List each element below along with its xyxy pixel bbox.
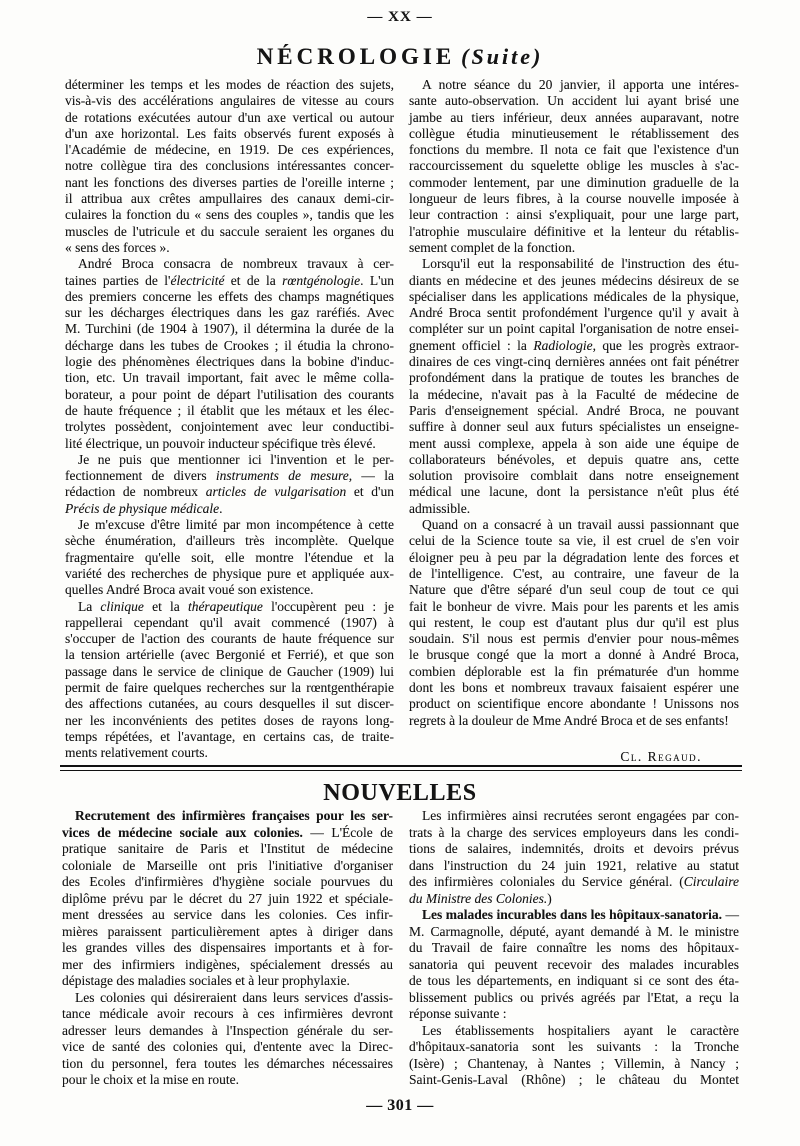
line-text: (Isère) ; Chantenay, à Nantes ; Villemin, à Nancy ; xyxy=(409,1055,739,1071)
text-run: gnement officiel : la xyxy=(409,337,534,353)
text-line xyxy=(409,874,739,891)
line-text: collègue étudia minutieusement le rétablissement des xyxy=(409,125,739,141)
text-line xyxy=(65,93,394,109)
line-text: lité électrique, un pouvoir inducteur spécifique très élevé. xyxy=(65,435,376,451)
line-text: dinaires de ces vingt-cinq dernières années ont fait pénétrer xyxy=(409,354,739,370)
line-text: trolytes possèdent, conjointement avec leur conductibi- xyxy=(65,419,394,435)
text-line xyxy=(409,1039,739,1056)
text-line xyxy=(65,240,394,256)
text-line xyxy=(62,1006,393,1023)
line-text: temps répétées, et l'avantage, en certains cas, de traite- xyxy=(65,728,394,744)
text-line xyxy=(65,403,394,419)
text-run: et d'un xyxy=(346,484,394,500)
text-line xyxy=(65,224,394,240)
text-line xyxy=(65,696,394,712)
line-text: leur contraction : ainsi s'expliquait, pour une large part, xyxy=(409,207,739,223)
text-line xyxy=(409,550,739,566)
text-line xyxy=(65,680,394,696)
line-text: mières paraissent particulièrement aptes à diriger dans xyxy=(62,923,393,939)
text-run: . L'un xyxy=(360,272,395,288)
text-line xyxy=(65,321,394,337)
text-line xyxy=(409,891,739,908)
text-line xyxy=(65,158,394,174)
line-text: permit de faire quelques recherches sur la rœntgenthérapie xyxy=(65,679,394,695)
italic-text: articles de vulgarisation xyxy=(205,484,347,500)
text-line xyxy=(409,403,739,419)
line-text: ment aussi complexe, appela à son aide une équipe de xyxy=(409,435,739,451)
text-line xyxy=(65,175,394,191)
section-title-nouvelles: NOUVELLES xyxy=(323,780,477,806)
line-text: coloniale de Marseille ont pris l'initiative d'organiser xyxy=(62,857,393,873)
text-line xyxy=(409,1006,739,1023)
line-text: dont les bons et nombreux travaux faisaient espérer une xyxy=(409,679,739,695)
text-line xyxy=(409,484,739,500)
text-line xyxy=(65,110,394,126)
italic-text: électricité xyxy=(170,272,225,288)
line-text: commoder lentement, par une diminution graduelle de la xyxy=(409,174,739,190)
text-run: — xyxy=(721,907,739,922)
line-text: Lorsqu'il eut la responsabilité de l'instruction des étu- xyxy=(422,256,739,272)
line-text: profondément dans la pratique de toutes les branches de xyxy=(409,370,739,386)
line-text: ment dressées au service dans les colonies. Ces infir- xyxy=(62,907,393,922)
line-text xyxy=(409,874,739,889)
line-text: l'Académie de médecine, en 1919. De ces expériences, xyxy=(65,142,394,158)
line-text xyxy=(409,891,552,906)
text-line xyxy=(409,305,739,321)
text-line xyxy=(65,566,394,582)
line-text: le brusque congé que la mort a donné à André Broca, xyxy=(409,647,739,663)
line-text: Les infirmières ainsi recrutées seront engagées par con- xyxy=(422,808,739,823)
line-text: mer des infirmiers indigènes, spécialement dressés au xyxy=(62,956,393,972)
text-run: — L'École de xyxy=(302,824,393,840)
text-run: des infirmières coloniales du Service général. ( xyxy=(409,874,684,889)
paragraph-first-line xyxy=(409,808,739,825)
line-text: vice de santé des colonies qui, d'entente avec la Direc- xyxy=(62,1039,393,1054)
text-line xyxy=(65,419,394,435)
line-text: diplôme prévu par le décret du 27 juin 1922 et spéciale- xyxy=(62,890,393,906)
text-line xyxy=(62,874,393,891)
text-line xyxy=(62,1072,393,1089)
text-line xyxy=(409,110,739,126)
text-run: l'occupèrent peu : je xyxy=(262,598,394,614)
line-text: M. Turchini (de 1904 à 1907), il détermina la durée de la xyxy=(65,321,394,337)
line-text: tion, etc. Un travail important, fait avec le même colla- xyxy=(65,370,394,386)
bold-run-in-heading: Les malades incurables dans les hôpitaux-sanatoria. xyxy=(422,907,722,922)
line-text: de rotations exécutées autour d'un axe vertical ou autour xyxy=(65,109,394,125)
text-line xyxy=(409,224,739,240)
line-text: solution provisoire comblait dans notre enseignement xyxy=(409,468,739,484)
paragraph-first-line xyxy=(62,808,393,825)
line-text: des Ecoles d'infirmières d'hygiène sociale pourvues du xyxy=(62,874,393,889)
paragraph-first-line xyxy=(65,517,394,533)
text-line xyxy=(409,273,739,289)
line-text: variété des recherches de physique pure et appliquée aux- xyxy=(65,565,394,581)
line-text: collaborateurs bénévoles, et depuis quatre ans, cette xyxy=(409,451,739,467)
text-run: . xyxy=(219,500,223,516)
line-text: sur les décharges électriques dans les gaz raréfiés. Avec xyxy=(65,305,394,321)
paragraph-first-line xyxy=(409,1023,739,1040)
line-text: du Travail de faire connaître les noms des hôpitaux- xyxy=(409,940,739,955)
text-line xyxy=(65,289,394,305)
line-text: pour le choix et la mise en route. xyxy=(62,1072,239,1087)
section-divider-rule xyxy=(60,765,742,767)
line-text: suffire à donner seul aux futurs spécialistes un enseigne- xyxy=(409,419,739,435)
line-text: qui restent, le coup est d'autant plus dur qu'il est plus xyxy=(409,614,739,630)
text-line xyxy=(62,1056,393,1073)
line-text: André Broca sentit profondément l'urgence qu'il y avait à xyxy=(409,305,739,321)
text-line xyxy=(409,664,739,680)
section-title: NÉCROLOGIE xyxy=(256,44,456,69)
italic-text: instruments de mesure xyxy=(215,468,349,484)
text-line xyxy=(409,599,739,615)
line-text: celui de la Science toute sa vie, il est cruel de s'en voir xyxy=(409,533,739,549)
line-text: tions de salaires, indemnités, droits et devoirs prévus xyxy=(409,841,739,856)
line-text: Je m'excuse d'être limité par mon incompétence à cette xyxy=(78,517,394,533)
text-line xyxy=(65,126,394,142)
line-text: Je ne puis que mentionner ici l'invention et le per- xyxy=(78,451,394,467)
italic-text: rœntgénologie xyxy=(282,272,361,288)
text-line xyxy=(409,1072,739,1089)
line-text: culaires la fonction du « sens des couples », tandis que les xyxy=(65,207,394,223)
line-text: des premiers concerne les effets des champs magnétiques xyxy=(65,288,394,304)
line-text xyxy=(75,808,393,823)
line-text: les grandes villes des dispensaires importants et à for- xyxy=(62,940,393,955)
line-text: trats à la charge des services employeurs dans les condi- xyxy=(409,824,739,840)
page-number: — 301 — xyxy=(366,1097,434,1114)
paragraph-first-line xyxy=(65,452,394,468)
text-line xyxy=(409,858,739,875)
line-text: dans l'instruction du 24 juin 1921, relative au statut xyxy=(409,857,740,873)
line-text: fonctions du membre. Il nota ce fait que l'existence d'un xyxy=(409,142,739,158)
text-line xyxy=(409,175,739,191)
text-run: taines parties de l' xyxy=(65,272,171,288)
line-text xyxy=(65,484,394,499)
text-line xyxy=(409,1056,739,1073)
text-line xyxy=(65,501,394,517)
text-run: fectionnement de divers xyxy=(65,468,216,484)
line-text: fait le bonheur de vivre. Mais pour les parents et les amis xyxy=(409,598,739,614)
italic-text: du Ministre des Colonies. xyxy=(409,890,548,906)
text-line xyxy=(65,207,394,223)
text-line xyxy=(409,841,739,858)
text-line xyxy=(409,452,739,468)
paragraph-first-line xyxy=(409,256,739,272)
line-text: réponse suivante : xyxy=(409,1006,507,1021)
line-text: Saint-Genis-Laval (Rhône) ; le château du Montet xyxy=(409,1072,739,1087)
text-line xyxy=(409,696,739,712)
text-line xyxy=(65,615,394,631)
text-line xyxy=(65,484,394,500)
text-line xyxy=(409,631,739,647)
text-line xyxy=(65,729,394,745)
line-text: sante auto-observation. Un accident lui ayant brisé une xyxy=(409,93,739,109)
line-text: raccourcissement du squelette oblige les muscles à s'ac- xyxy=(409,158,739,174)
line-text: il attribua aux crêtes ampullaires des canaux demi-cir- xyxy=(65,191,394,207)
text-line xyxy=(62,940,393,957)
line-text: sanatoria qui peuvent recevoir des malades incurables xyxy=(409,956,739,972)
author-signature: Cl. Regaud. xyxy=(620,749,702,764)
line-text: pratique sanitaire de Paris et l'Institut de médecine xyxy=(62,841,393,856)
text-line xyxy=(409,93,739,109)
line-text: s'occuper de l'action des courants de haute fréquence sur xyxy=(65,631,394,647)
line-text: blissement publics ou privés agréés par l'Etat, a reçu la xyxy=(409,989,739,1005)
text-run: , que les progrès extraor- xyxy=(592,337,739,353)
line-text: compléter sur un point capital l'organisation de notre ensei- xyxy=(409,321,739,337)
text-line xyxy=(409,582,739,598)
text-line xyxy=(62,973,393,990)
line-text xyxy=(62,825,393,840)
text-line xyxy=(409,419,739,435)
line-text: éloigner peu à peu par la dégradation lente des forces et xyxy=(409,549,739,565)
text-line xyxy=(62,907,393,924)
line-text xyxy=(65,501,222,516)
text-line xyxy=(409,924,739,941)
line-text xyxy=(78,599,394,614)
text-run: ) xyxy=(547,890,552,906)
paragraph-first-line xyxy=(409,907,739,924)
text-line xyxy=(62,924,393,941)
line-text xyxy=(422,907,739,922)
text-run: rédaction de nombreux xyxy=(65,484,206,500)
text-line xyxy=(65,582,394,598)
line-text: M. Carmagnolle, député, ayant demandé à M. le ministre xyxy=(409,923,739,939)
line-text: sement complet de la fonction. xyxy=(409,239,576,255)
line-text: product on scientifique encore abondante ! Unissons nos xyxy=(409,696,739,712)
text-line xyxy=(409,973,739,990)
text-line xyxy=(409,957,739,974)
line-text: d'hôpitaux-sanatoria sont les suivants : la Tronche xyxy=(409,1039,739,1054)
running-head-folio: — XX — xyxy=(367,9,433,25)
bold-run-in-heading: vices de médecine sociale aux colonies. xyxy=(62,824,303,840)
text-line xyxy=(65,370,394,386)
text-line xyxy=(65,273,394,289)
text-line xyxy=(65,305,394,321)
paragraph-first-line xyxy=(65,256,394,272)
text-run: La xyxy=(78,598,101,614)
line-text: A notre séance du 20 janvier, il apporta une intéres- xyxy=(422,77,739,92)
text-run: , — la xyxy=(348,468,394,484)
text-line xyxy=(65,713,394,729)
text-line xyxy=(409,501,739,517)
line-text: Quand on a consacré à un travail aussi passionnant que xyxy=(422,517,739,533)
text-line xyxy=(65,191,394,207)
line-text: des affections cutanées, au cours desquelles il sut discer- xyxy=(65,696,394,712)
text-line xyxy=(65,338,394,354)
line-text: nant les fonctions des diverses parties de l'oreille interne ; xyxy=(65,174,394,190)
text-line xyxy=(409,338,739,354)
text-line xyxy=(409,533,739,549)
text-line xyxy=(62,957,393,974)
line-text: vis-à-vis des accélérations angulaires de vitesse au cours xyxy=(65,93,394,109)
text-line xyxy=(409,387,739,403)
text-line xyxy=(409,191,739,207)
line-text: de tous les départements, en indiquant si ce sont des éta- xyxy=(409,973,739,988)
line-text: soudain. S'il nous est permis d'envier pour nous-mêmes xyxy=(409,631,739,647)
line-text: tance médicale avoir recours à ces infirmières devront xyxy=(62,1006,394,1021)
nouvelles-left-column xyxy=(62,808,393,1089)
text-line xyxy=(409,990,739,1007)
line-text: l'atrophie musculaire définitive et la lenteur du rétablis- xyxy=(409,223,739,239)
line-text: jambe au tiers inférieur, deux années auparavant, notre xyxy=(409,109,739,125)
italic-text: clinique xyxy=(100,598,144,614)
paragraph-first-line xyxy=(62,990,393,1007)
line-text xyxy=(409,338,739,353)
necrologie-right-column xyxy=(409,77,739,729)
line-text xyxy=(65,273,394,288)
text-line xyxy=(409,126,739,142)
line-text: muscles de l'utricule et du saccule seraient les organes du xyxy=(65,223,395,239)
line-text: ments relativement courts. xyxy=(65,745,208,761)
line-text: la médecine, n'avait pas à la Faculté de médecine de xyxy=(409,386,739,402)
line-text: médical une lacune, dont la persistance n'eût plus été xyxy=(409,484,739,500)
line-text: ner les inconvénients des petites doses de rayons long- xyxy=(65,712,394,728)
text-line xyxy=(65,468,394,484)
section-subtitle: (Suite) xyxy=(461,44,544,69)
line-text: Les colonies qui désireraient dans leurs services d'assis- xyxy=(75,989,393,1005)
line-text: rappellerai cependant qu'il avait commencé (1907) à xyxy=(65,614,394,630)
text-line xyxy=(65,647,394,663)
text-line xyxy=(62,891,393,908)
line-text: fragmentaire qu'elle soit, elle montre l'étendue et la xyxy=(65,549,395,565)
text-line xyxy=(409,370,739,386)
line-text: tion du personnel, fera toutes les démarches nécessaires xyxy=(62,1055,393,1071)
text-line xyxy=(62,1023,393,1040)
line-text: quelles André Broca avait voué son existence. xyxy=(65,582,314,598)
text-line xyxy=(409,468,739,484)
text-line xyxy=(65,354,394,370)
text-line xyxy=(62,858,393,875)
necrologie-left-column xyxy=(65,77,394,761)
line-text: admissible. xyxy=(409,500,471,516)
line-text: dépistage des maladies sociales et à leur prophylaxie. xyxy=(62,973,350,988)
line-text: André Broca consacra de nombreux travaux à cer- xyxy=(78,256,394,272)
text-line xyxy=(409,289,739,305)
paragraph-first-line xyxy=(409,517,739,533)
line-text: de l'intelligence. C'est, au contraire, une faveur de la xyxy=(409,565,739,581)
line-text: « sens des forces ». xyxy=(65,239,170,255)
text-line xyxy=(409,825,739,842)
line-text: passage dans le service de clinique de Gaucher (1909) lui xyxy=(65,663,394,679)
line-text: adresser leurs demandes à l'Inspection générale du ser- xyxy=(62,1022,393,1038)
line-text: combien déplorable est la fin prématurée d'un homme xyxy=(409,663,739,679)
line-text: Les établissements hospitaliers ayant le caractère xyxy=(422,1022,739,1038)
text-line xyxy=(409,680,739,696)
text-line xyxy=(409,647,739,663)
text-line xyxy=(409,713,739,729)
italic-text: Précis de physique médicale xyxy=(65,500,220,516)
line-text: sèche énumération, d'ailleurs très incomplète. Quelque xyxy=(65,533,394,549)
line-text: borateur, a pour point de départ l'utilisation des courants xyxy=(65,386,394,402)
text-line xyxy=(65,436,394,452)
line-text: déterminer les temps et les modes de réaction des sujets, xyxy=(65,77,394,92)
italic-text: thérapeutique xyxy=(187,598,263,614)
line-text: d'un axe horizontal. Les faits observés furent exposés à xyxy=(65,125,394,141)
text-line xyxy=(409,158,739,174)
line-text: spécialiser dans les applications médicales de la physique, xyxy=(409,288,739,304)
line-text: regrets à la douleur de Mme André Broca et de ses enfants! xyxy=(409,712,729,728)
text-line xyxy=(65,745,394,761)
italic-text: Radiologie xyxy=(533,337,593,353)
text-line xyxy=(409,354,739,370)
text-line xyxy=(65,533,394,549)
line-text: Paris d'enseignement spécial. André Broca, ne pouvant xyxy=(409,402,739,418)
section-divider-rule-thin xyxy=(60,770,742,771)
line-text: logie des phénomènes électriques dans la bobine d'induc- xyxy=(65,354,394,370)
line-text: longueur de leurs fibres, à la course nouvelle imposée à xyxy=(409,191,739,207)
line-text: la tension artérielle (avec Bergonié et Ferrié), et que son xyxy=(65,647,394,663)
line-text: diants en médecine et des jeunes médecins désireux de se xyxy=(409,272,739,288)
text-line xyxy=(65,142,394,158)
bold-run-in-heading: Recrutement des infirmières françaises pour les ser- xyxy=(75,808,393,823)
text-line xyxy=(409,207,739,223)
text-line xyxy=(65,550,394,566)
text-line xyxy=(62,841,393,858)
text-line xyxy=(65,631,394,647)
text-line xyxy=(409,142,739,158)
text-line xyxy=(409,615,739,631)
text-line xyxy=(409,566,739,582)
line-text: notre collègue tira des conclusions intéressantes concer- xyxy=(65,158,394,174)
text-line xyxy=(409,940,739,957)
paragraph-first-line xyxy=(65,77,394,93)
text-line xyxy=(409,240,739,256)
italic-text: Circulaire xyxy=(683,874,739,889)
text-run: et la xyxy=(143,598,188,614)
line-text xyxy=(65,468,394,483)
text-line xyxy=(65,664,394,680)
text-line xyxy=(62,1039,393,1056)
line-text: décharge dans les tubes de Crookes ; il étudia la chrono- xyxy=(65,337,394,353)
text-line xyxy=(62,825,393,842)
nouvelles-right-column xyxy=(409,808,739,1089)
text-line xyxy=(409,436,739,452)
paragraph-first-line xyxy=(65,599,394,615)
text-line xyxy=(65,387,394,403)
paragraph-first-line xyxy=(409,77,739,93)
text-line xyxy=(409,321,739,337)
line-text: de haute fréquence ; il établit que les métaux et les élec- xyxy=(65,402,395,418)
text-run: et de la xyxy=(224,272,283,288)
line-text: Nature que d'être séparé d'un seul coup de tout ce qui xyxy=(409,582,739,598)
section-heading-necrologie xyxy=(0,40,800,77)
